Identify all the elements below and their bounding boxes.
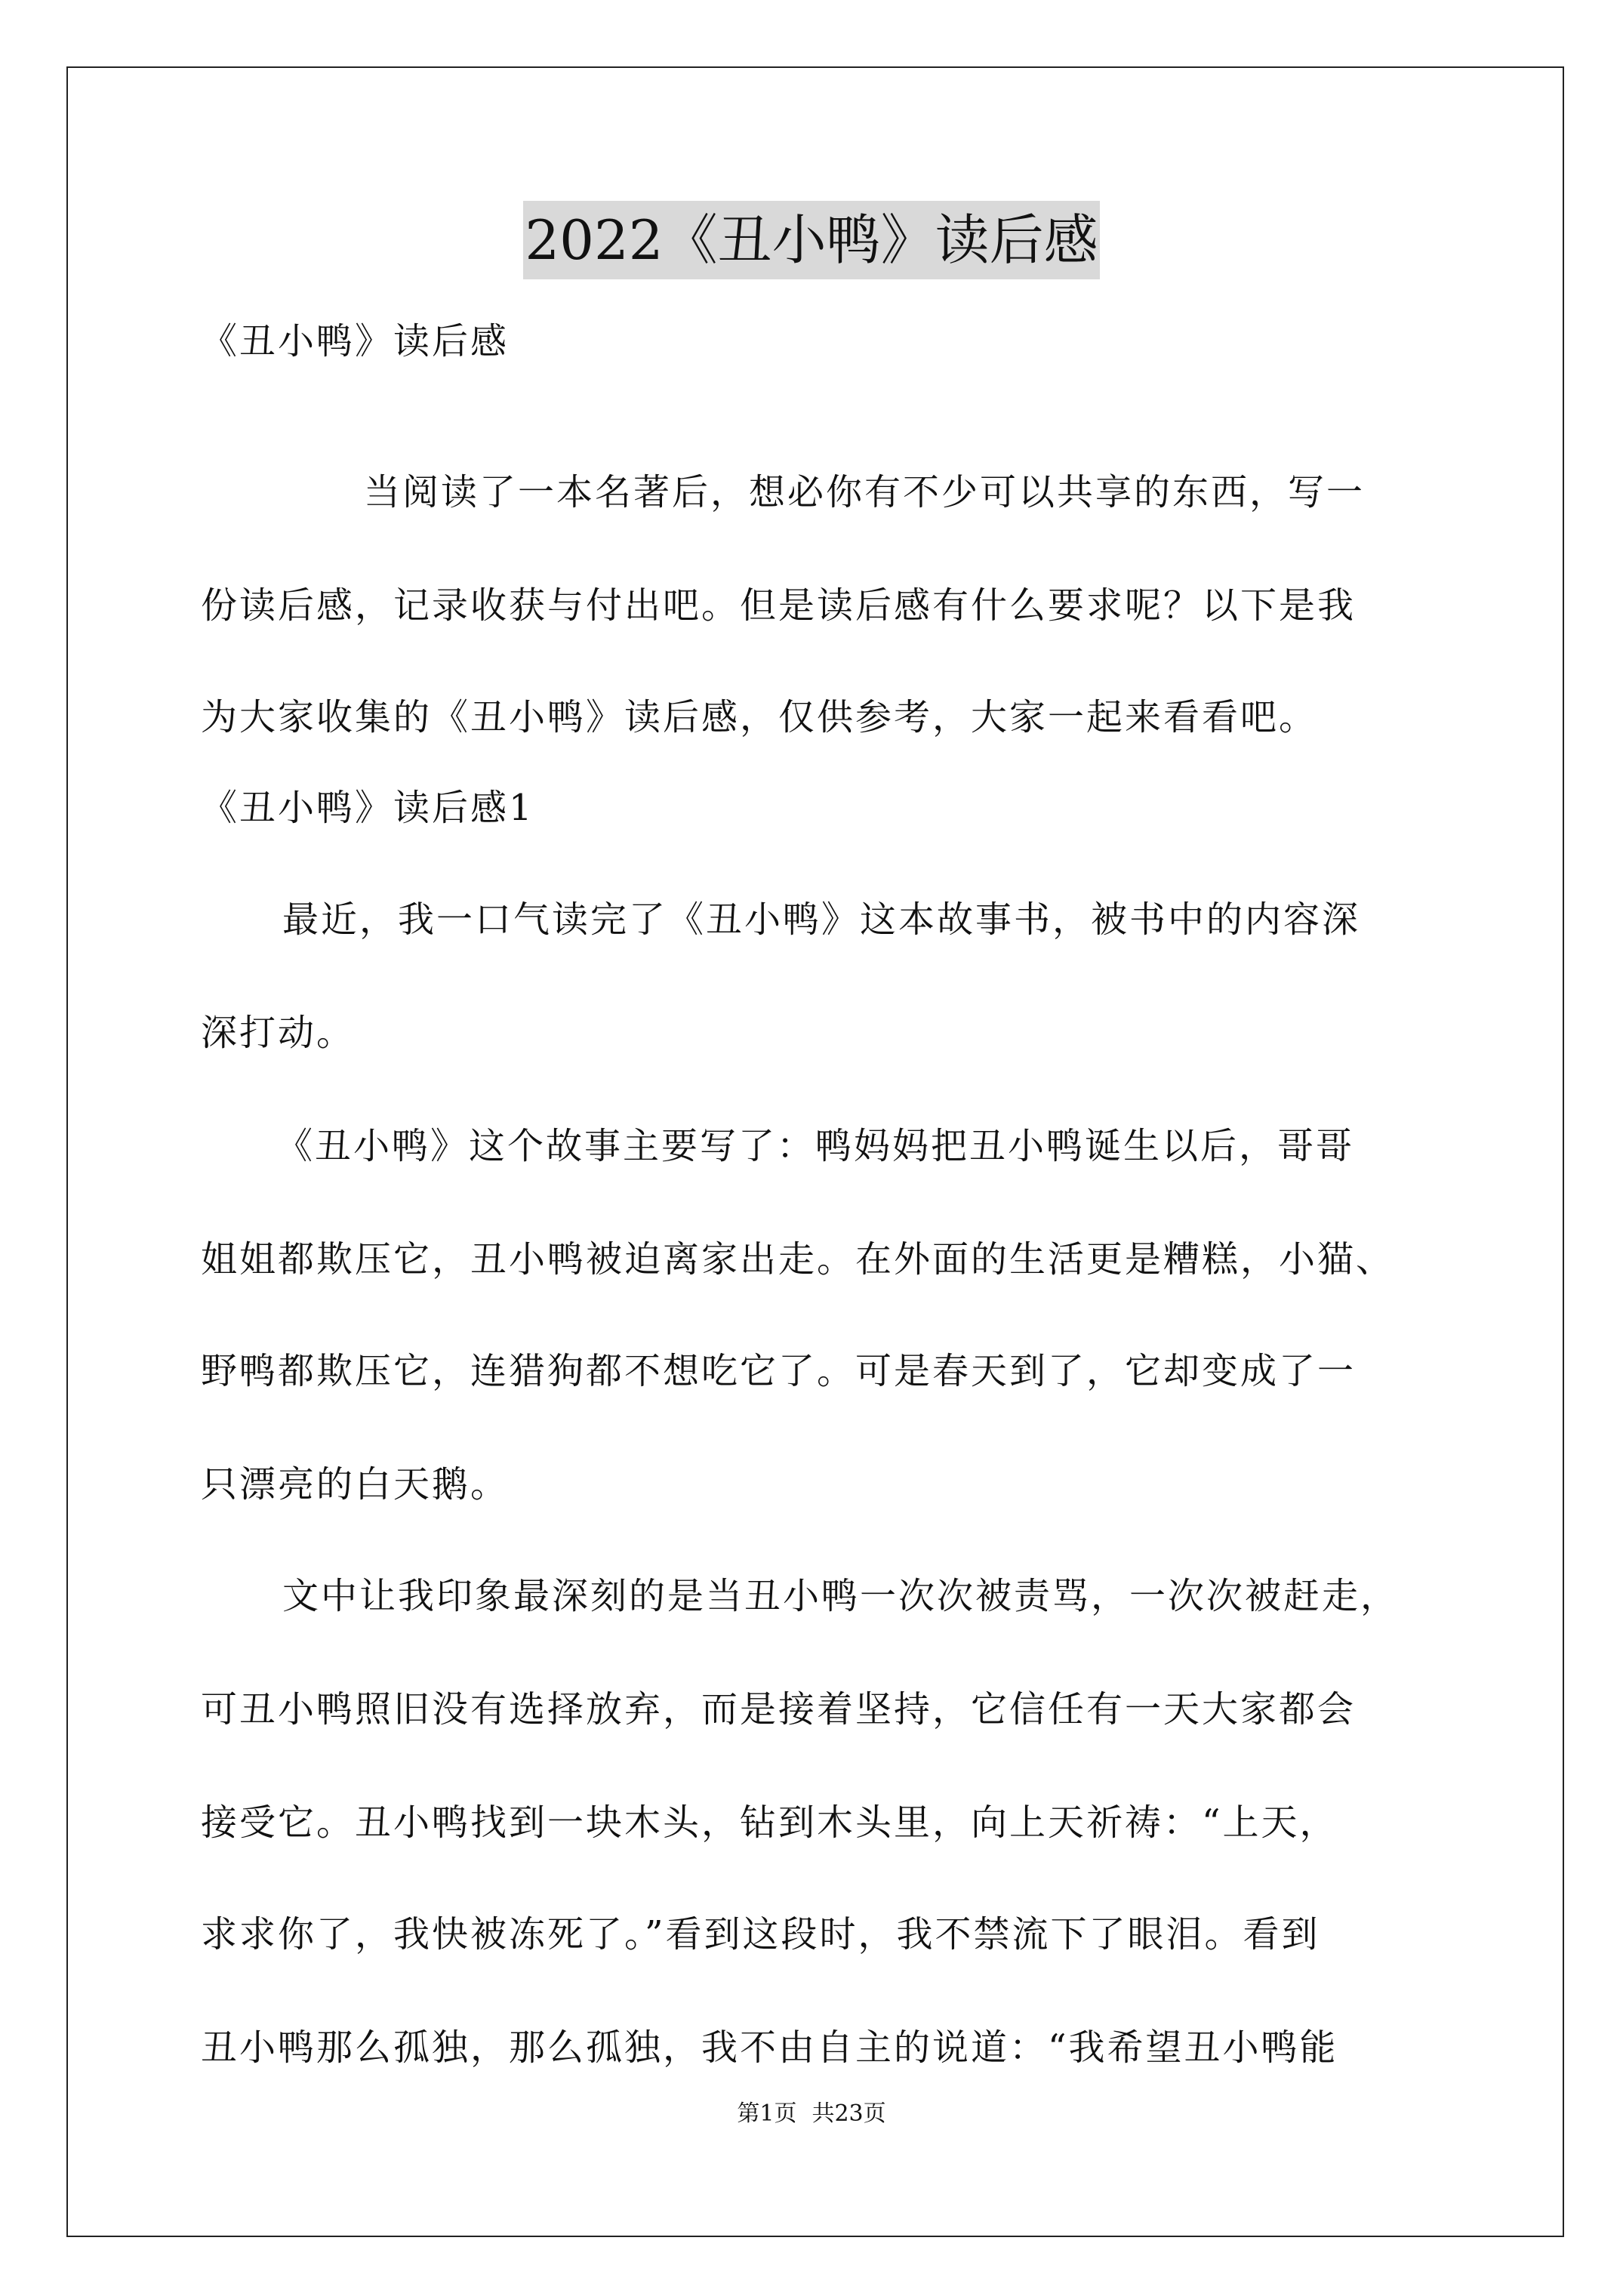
paragraph-line: 文中让我印象最深刻的是当丑小鸭一次次被责骂，一次次被赶走， [282,1575,1400,1617]
page-number: 第1页 [737,2100,797,2127]
page-footer [0,2099,1623,2129]
paragraph-line: 份读后感，记录收获与付出吧。但是读后感有什么要求呢？以下是我 [201,584,1357,627]
paragraph-line: 最近，我一口气读完了《丑小鸭》这本故事书，被书中的内容深 [282,898,1361,941]
page-total: 共23页 [812,2100,886,2127]
paragraph-line: 深打动。 [201,1012,356,1054]
subtitle-line: 《丑小鸭》读后感 [201,320,510,362]
paragraph-line: 当阅读了一本名著后，想必你有不少可以共享的东西，写一 [364,471,1366,513]
paragraph-line: 《丑小鸭》这个故事主要写了：鸭妈妈把丑小鸭诞生以后，哥哥 [276,1125,1355,1167]
paragraph-line: 接受它。丑小鸭找到一块木头，钻到木头里，向上天祈祷：“上天， [201,1801,1338,1844]
document-title: 2022《丑小鸭》读后感 [523,201,1099,279]
paragraph-line: 姐姐都欺压它，丑小鸭被迫离家出走。在外面的生活更是糟糕，小猫、 [201,1238,1395,1281]
paragraph-line: 丑小鸭那么孤独，那么孤独，我不由自主的说道：“我希望丑小鸭能 [201,2026,1338,2069]
title-area [0,201,1623,279]
paragraph-line: 可丑小鸭照旧没有选择放弃，而是接着坚持，它信任有一天大家都会 [201,1688,1357,1730]
paragraph-line: 为大家收集的《丑小鸭》读后感，仅供参考，大家一起来看看吧。 [201,696,1318,738]
paragraph-line: 只漂亮的白天鹅。 [201,1463,510,1505]
paragraph-line: 野鸭都欺压它，连猎狗都不想吃它了。可是春天到了，它却变成了一 [201,1350,1357,1392]
section-heading: 《丑小鸭》读后感1 [201,787,534,829]
paragraph-line: 求求你了，我快被冻死了。”看到这段时，我不禁流下了眼泪。看到 [201,1913,1320,1955]
